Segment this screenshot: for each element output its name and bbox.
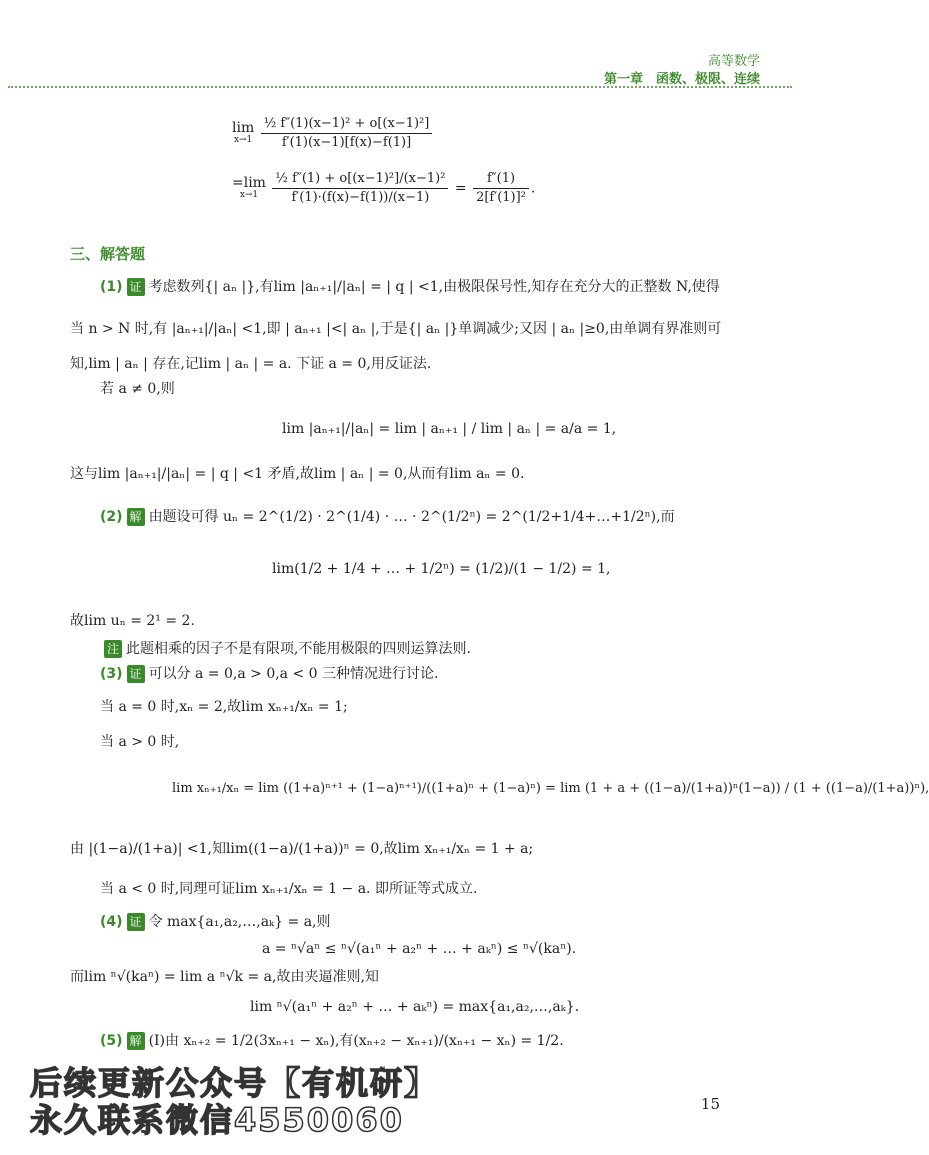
section-title: 三、解答题	[70, 245, 146, 263]
solution-tag: 解	[127, 508, 145, 526]
solution-tag: 解	[127, 1032, 145, 1050]
p2-line2: 故lim uₙ = 2¹ = 2.	[70, 613, 195, 629]
p3-eq1: lim xₙ₊₁/xₙ = lim ((1+a)ⁿ⁺¹ + (1−a)ⁿ⁺¹)/((1+a)ⁿ + (1−a)ⁿ) = lim (1 + a + ((1−a)/(1+a))ⁿ(1−a)) / (1 + ((1−a)/(1+a))ⁿ),	[172, 781, 929, 796]
p4-line1: (4) 证 令 max{a₁,a₂,…,aₖ} = a,则	[100, 914, 331, 930]
p4-eq1: a = ⁿ√aⁿ ≤ ⁿ√(a₁ⁿ + a₂ⁿ + … + aₖⁿ) ≤ ⁿ√(kaⁿ).	[262, 941, 577, 957]
p1-line5: 这与lim |aₙ₊₁|/|aₙ| = | q | <1 矛盾,故lim | aₙ | = 0,从而有lim aₙ = 0.	[70, 466, 525, 482]
p3-line2: 当 a = 0 时,xₙ = 2,故lim xₙ₊₁/xₙ = 1;	[100, 699, 348, 715]
p2-note: 注 此题相乘的因子不是有限项,不能用极限的四则运算法则.	[100, 640, 471, 658]
p2-eq1: lim(1/2 + 1/4 + … + 1/2ⁿ) = (1/2)/(1 − 1/2) = 1,	[272, 561, 611, 577]
watermark-line2: 永久联系微信4550060	[30, 1101, 404, 1139]
header-chapter: 第一章 函数、极限、连续	[603, 72, 760, 87]
proof-tag: 证	[127, 913, 145, 931]
p3-line4: 由 |(1−a)/(1+a)| <1,知lim((1−a)/(1+a))ⁿ = 0,故lim xₙ₊₁/xₙ = 1 + a;	[70, 841, 534, 857]
p1-line1: (1) 证 考虑数列{| aₙ |},有lim |aₙ₊₁|/|aₙ| = | q | <1,由极限保号性,知存在充分大的正整数 N,使得	[100, 279, 720, 295]
p5-line1: (5) 解 (Ⅰ)由 xₙ₊₂ = 1/2(3xₙ₊₁ − xₙ),有(xₙ₊₂ − xₙ₊₁)/(xₙ₊₁ − xₙ) = 1/2.	[100, 1033, 564, 1049]
eq-top-1: lim x→1 $\frac{\text{½ f″(1)(x−1)² + o[(x−1)²]}}{f'(1)(x-1)[f(x)-f(1)]}$	[232, 115, 434, 152]
p3-line1: (3) 证 可以分 a = 0,a > 0,a < 0 三种情况进行讨论.	[100, 666, 439, 682]
p2-line1: (2) 解 由题设可得 uₙ = 2^(1/2) · 2^(1/4) · … · 2^(1/2ⁿ) = 2^(1/2+1/4+…+1/2ⁿ),而	[100, 509, 675, 525]
note-tag: 注	[104, 640, 122, 658]
p1-line4: 若 a ≠ 0,则	[100, 381, 175, 397]
header-divider	[8, 86, 792, 88]
p4-line2: 而lim ⁿ√(kaⁿ) = lim a ⁿ√k = a,故由夹逼准则,知	[70, 969, 379, 985]
p3-line5: 当 a < 0 时,同理可证lim xₙ₊₁/xₙ = 1 − a. 即所证等式成立.	[100, 881, 478, 897]
header-book: 高等数学	[707, 54, 760, 69]
p3-line3: 当 a > 0 时,	[100, 734, 180, 750]
page-number: 15	[700, 1095, 720, 1113]
p1-line2: 当 n > N 时,有 |aₙ₊₁|/|aₙ| <1,即 | aₙ₊₁ |<| aₙ |,于是{| aₙ |}单调减少;又因 | aₙ |≥0,由单调有界准则可	[70, 321, 722, 337]
proof-tag: 证	[127, 665, 145, 683]
proof-tag: 证	[127, 278, 145, 296]
eq-top-2: =lim x→1 $\frac{\text{½ f″(1) + o[(x−1)²]/(x−1)²}}{f'(1)\cdot(f(x)-f(1))/(x-1)}$ = $\frac{f''(1)}{\text{2[f′(1)]²}}$ .	[232, 171, 536, 205]
watermark-line1: 后续更新公众号【有机研】	[30, 1064, 439, 1102]
p1-line3: 知,lim | aₙ | 存在,记lim | aₙ | = a. 下证 a = 0,用反证法.	[70, 356, 432, 372]
p1-eq1: lim |aₙ₊₁|/|aₙ| = lim | aₙ₊₁ | / lim | aₙ | = a/a = 1,	[282, 421, 617, 437]
p4-eq2: lim ⁿ√(a₁ⁿ + a₂ⁿ + … + aₖⁿ) = max{a₁,a₂,…,aₖ}.	[250, 999, 580, 1015]
